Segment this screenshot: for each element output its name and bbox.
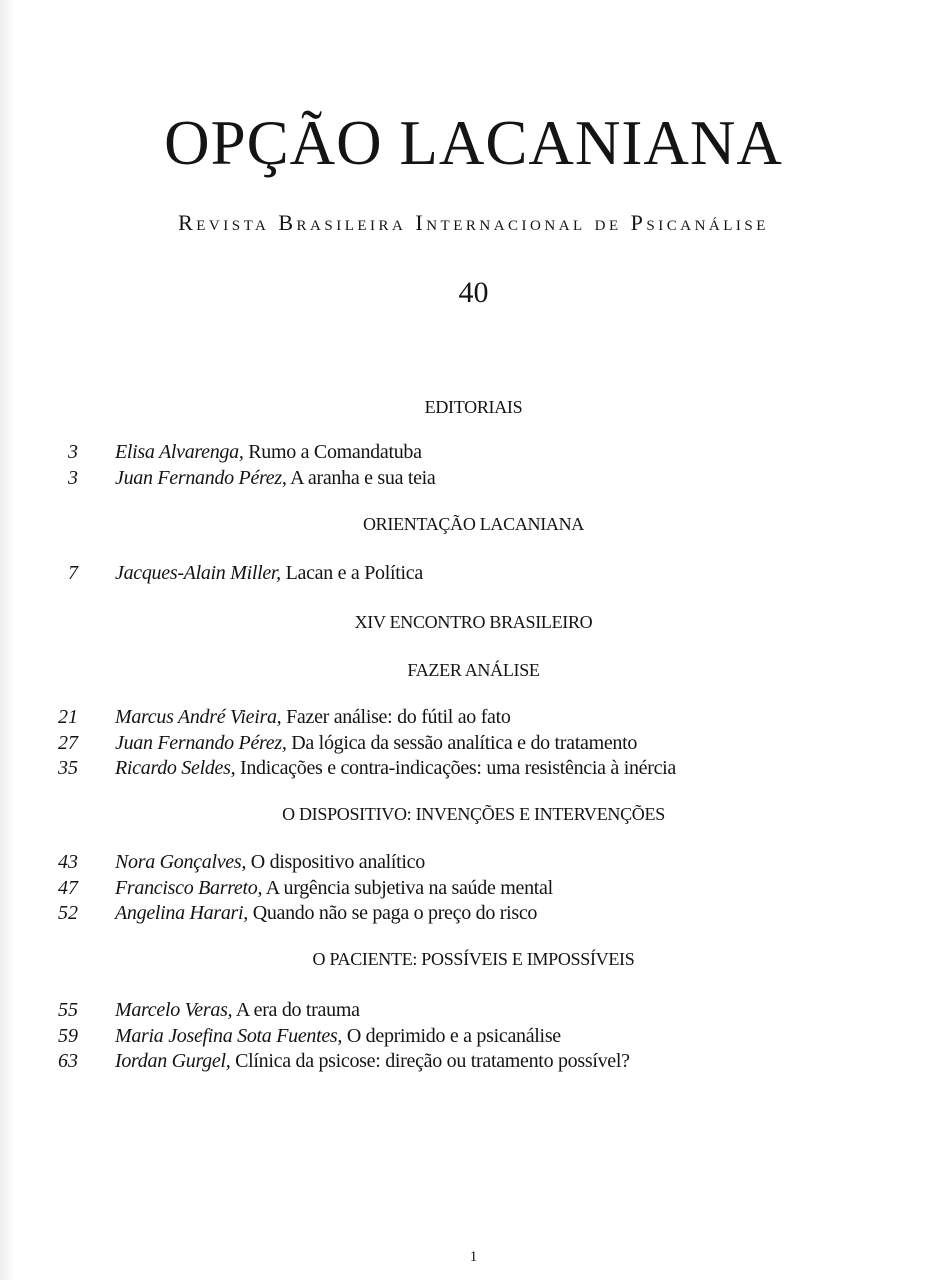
entry-author: Juan Fernando Pérez, xyxy=(115,466,287,489)
journal-subtitle: Revista Brasileira Internacional de Psicanálise xyxy=(178,210,769,235)
entry-page-number: 55 xyxy=(58,999,78,1021)
toc-entry xyxy=(0,1049,947,1075)
entry-page-number: 52 xyxy=(58,902,78,924)
entry-title: Da lógica da sessão analítica e do tratamento xyxy=(291,731,638,754)
entry-author: Elisa Alvarenga, xyxy=(115,441,244,463)
section-heading-xiv-encontro: XIV ENCONTRO BRASILEIRO xyxy=(354,612,593,632)
toc-entry xyxy=(0,561,947,587)
toc-entry xyxy=(0,850,947,876)
entry-author: Francisco Barreto, xyxy=(115,876,263,899)
toc-entry xyxy=(0,466,947,492)
entry-title: Clínica da psicose: direção ou tratamento possível? xyxy=(235,1050,630,1072)
entry-author: Maria Josefina Sota Fuentes, xyxy=(115,1024,343,1047)
entry-author: Juan Fernando Pérez, xyxy=(115,731,287,754)
entry-page-number: 63 xyxy=(58,1050,78,1072)
entry-page-number: 3 xyxy=(68,466,78,489)
entry-title: Rumo a Comandatuba xyxy=(248,441,422,463)
toc-entry xyxy=(0,756,947,782)
section-heading-editoriais: EDITORIAIS xyxy=(424,397,523,417)
entry-author: Jacques-Alain Miller, xyxy=(115,562,281,584)
entry-page-number: 21 xyxy=(58,706,78,728)
entry-page-number: 27 xyxy=(58,731,78,754)
entry-title: Fazer análise: do fútil ao fato xyxy=(286,706,511,728)
entry-page-number: 7 xyxy=(68,562,78,584)
section-entries-fazer-analise xyxy=(0,705,947,782)
entry-page-number: 59 xyxy=(58,1024,78,1047)
toc-entry xyxy=(0,731,947,757)
entry-author: Ricardo Seldes, xyxy=(115,757,236,779)
journal-title: OPÇÃO LACANIANA xyxy=(164,108,783,178)
section-entries-orientacao-lacaniana xyxy=(0,561,947,587)
entry-author: Marcelo Veras, xyxy=(115,999,233,1021)
entry-title: Lacan e a Política xyxy=(285,562,423,584)
entry-author: Iordan Gurgel, xyxy=(115,1050,231,1072)
entry-author: Angelina Harari, xyxy=(115,902,248,924)
toc-entry xyxy=(0,440,947,466)
entry-page-number: 3 xyxy=(68,441,78,463)
issue-number: 40 xyxy=(458,276,489,309)
entry-title: Quando não se paga o preço do risco xyxy=(252,902,538,924)
entry-page-number: 47 xyxy=(58,876,78,899)
toc-entry xyxy=(0,901,947,927)
toc-entry xyxy=(0,1024,947,1050)
entry-page-number: 35 xyxy=(58,757,78,779)
page-number: 1 xyxy=(469,1249,478,1265)
entry-title: O dispositivo analítico xyxy=(250,851,425,873)
section-heading-orientacao-lacaniana: ORIENTAÇÃO LACANIANA xyxy=(362,514,585,534)
entry-author: Nora Gonçalves, xyxy=(115,851,247,873)
entry-title: A urgência subjetiva na saúde mental xyxy=(265,876,553,899)
entry-title: O deprimido e a psicanálise xyxy=(346,1024,561,1047)
section-heading-o-dispositivo: O DISPOSITIVO: INVENÇÕES E INTERVENÇÕES xyxy=(282,804,665,824)
entry-page-number: 43 xyxy=(58,851,78,873)
section-entries-editoriais xyxy=(0,440,947,491)
section-entries-o-dispositivo xyxy=(0,850,947,927)
section-heading-o-paciente: O PACIENTE: POSSÍVEIS E IMPOSSÍVEIS xyxy=(312,949,635,969)
toc-entry xyxy=(0,705,947,731)
section-entries-o-paciente xyxy=(0,998,947,1075)
toc-entry xyxy=(0,998,947,1024)
entry-author: Marcus André Vieira, xyxy=(115,706,282,728)
toc-entry xyxy=(0,876,947,902)
section-heading-fazer-analise: FAZER ANÁLISE xyxy=(407,660,540,680)
entry-title: A aranha e sua teia xyxy=(290,466,436,489)
entry-title: A era do trauma xyxy=(235,999,360,1021)
entry-title: Indicações e contra-indicações: uma resistência à inércia xyxy=(240,757,676,779)
